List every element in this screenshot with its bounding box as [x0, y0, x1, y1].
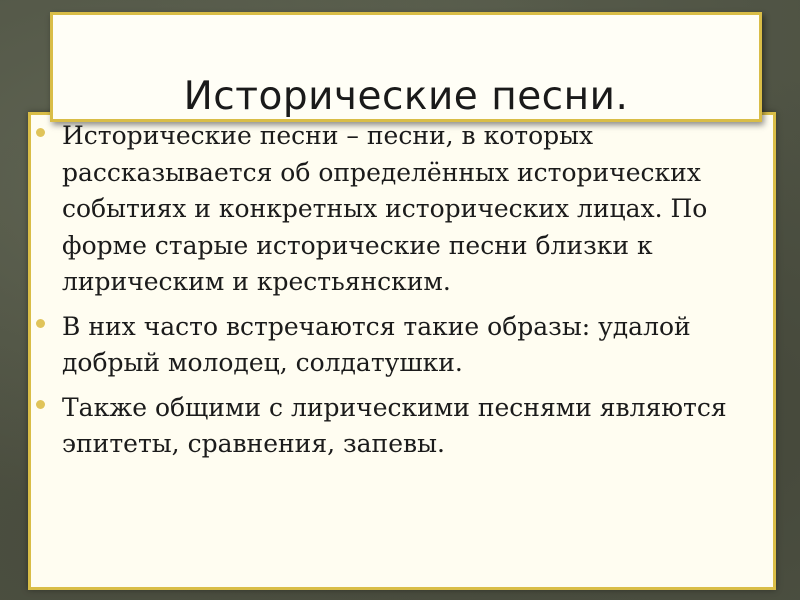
slide-title: Исторические песни.: [183, 74, 629, 119]
bullet-dot-icon: [36, 319, 45, 328]
bullet-text: В них часто встречаются такие образы: удалой добрый молодец, солдатушки.: [62, 311, 691, 377]
bullet-dot-icon: [36, 128, 45, 137]
bullet-text: Также общими с лирическими песнями являются эпитеты, сравнения, запевы.: [62, 392, 727, 458]
bullet-dot-icon: [36, 400, 45, 409]
bullet-list: [36, 118, 736, 471]
bullet-item: [36, 118, 736, 301]
bullet-item: [36, 390, 736, 463]
title-panel: [50, 12, 762, 122]
bullet-item: [36, 309, 736, 382]
bullet-text: Исторические песни – песни, в которых рассказывается об определённых исторических событиях и конкретных исторических лицах. По форме старые исторические песни близки к лирическим и крестьянским.: [62, 121, 708, 296]
